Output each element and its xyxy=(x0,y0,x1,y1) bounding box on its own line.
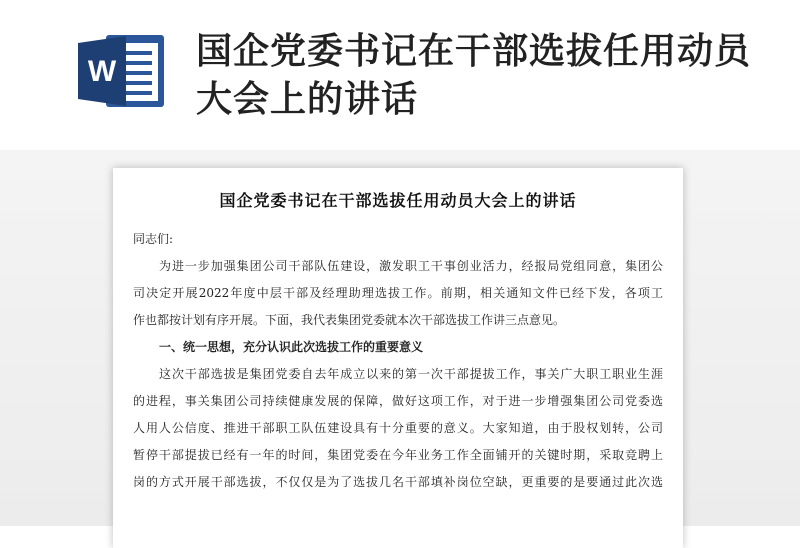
salutation: 同志们: xyxy=(133,232,174,246)
paragraph-line: 司决定开展2022年度中层干部及经理助理选拔工作。前期，相关通知文件已经下发，各项工 xyxy=(133,286,663,300)
document-body xyxy=(133,226,663,496)
document-page xyxy=(113,168,683,548)
top-banner xyxy=(0,0,800,150)
paragraph-line: 作也都按计划有序开展。下面，我代表集团党委就本次干部选拔工作讲三点意见。 xyxy=(133,313,566,327)
banner-headline: 国企党委书记在干部选拔任用动员大会上的讲话 xyxy=(196,31,752,120)
paragraph-line: 岗的方式开展干部选拔，不仅仅是为了选拔几名干部填补岗位空缺，更重要的是要通过此次选 xyxy=(133,475,663,489)
paragraph-line: 这次干部选拔是集团党委自去年成立以来的第一次干部提拔工作，事关广大职工职业生涯 xyxy=(159,367,663,381)
word-document-icon xyxy=(76,33,166,109)
word-letter: W xyxy=(87,55,117,88)
section-heading: 一、统一思想，充分认识此次选拔工作的重要意义 xyxy=(159,340,424,354)
document-title: 国企党委书记在干部选拔任用动员大会上的讲话 xyxy=(219,191,577,210)
paragraph-line: 为进一步加强集团公司干部队伍建设，激发职工干事创业活力，经报局党组同意，集团公 xyxy=(159,259,663,273)
paragraph-line: 暂停干部提拔已经有一年的时间，集团党委在今年业务工作全面铺开的关键时期，采取竞聘上 xyxy=(133,448,663,462)
paragraph-line: 的进程，事关集团公司持续健康发展的保障，做好这项工作，对于进一步增强集团公司党委选 xyxy=(133,394,663,408)
paragraph-line: 人用人公信度、推进干部职工队伍建设具有十分重要的意义。大家知道，由于股权划转，公司 xyxy=(133,421,663,435)
